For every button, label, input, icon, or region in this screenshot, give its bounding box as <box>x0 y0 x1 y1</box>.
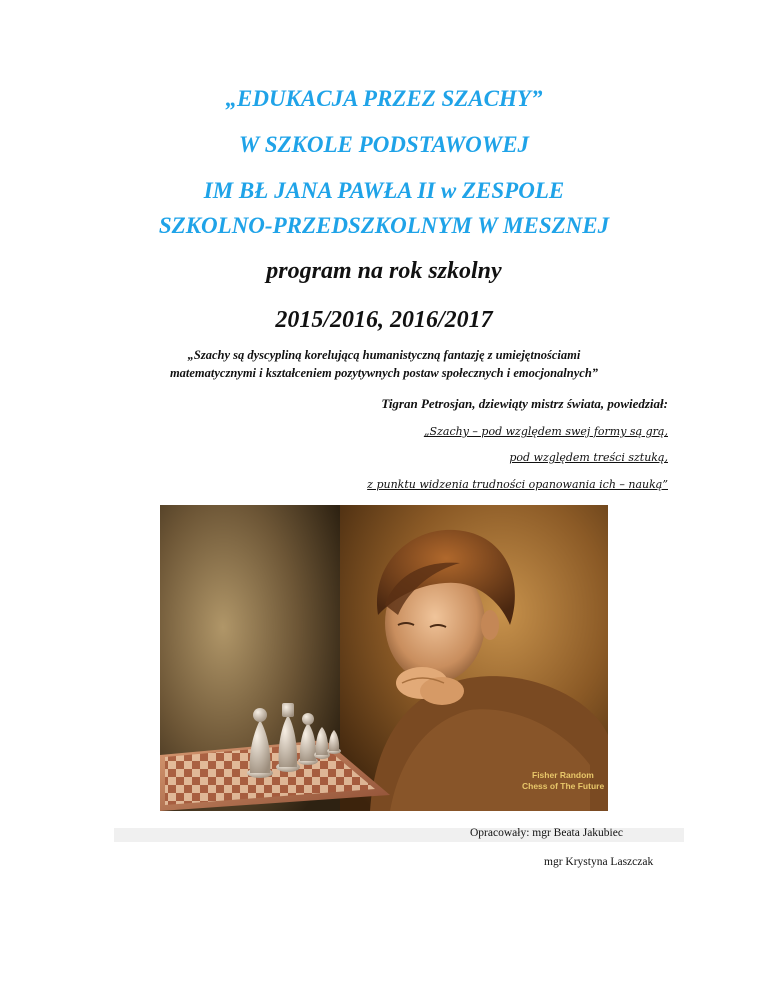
title-line-1: „EDUKACJA PRZEZ SZACHY” <box>225 86 543 111</box>
image-caption-line-1: Fisher Random <box>532 770 594 780</box>
chess-boy-illustration <box>160 505 608 811</box>
credits-line-2: mgr Krystyna Laszczak <box>544 856 654 868</box>
title-line-3: IM BŁ JANA PAWŁA II w ZESPOLE <box>203 178 565 203</box>
title-line-2: W SZKOLE PODSTAWOWEJ <box>238 132 530 157</box>
petrosjan-quote-line-3: z punktu widzenia trudności opanowania ich – nauką” <box>367 478 668 491</box>
petrosjan-attribution: Tigran Petrosjan, dziewiąty mistrz świata, powiedział: <box>381 396 668 411</box>
image-caption-line-2: Chess of The Future <box>522 781 605 791</box>
petrosjan-quote-line-1: „Szachy – pod względem swej formy są grą, <box>423 425 668 438</box>
motto-line-1: „Szachy są dyscypliną korelującą humanistyczną fantazję z umiejętnościami <box>187 348 581 362</box>
program-years: 2015/2016, 2016/2017 <box>275 307 493 333</box>
credits-line-1: Opracowały: mgr Beata Jakubiec <box>470 827 623 839</box>
title-line-4: SZKOLNO-PRZEDSZKOLNYM W MESZNEJ <box>158 213 610 238</box>
motto-line-2: matematycznymi i kształceniem pozytywnych postaw społecznych i emocjonalnych” <box>169 366 599 380</box>
program-label: program na rok szkolny <box>266 258 502 284</box>
petrosjan-quote-line-2: pod względem treści sztuką, <box>509 451 668 464</box>
